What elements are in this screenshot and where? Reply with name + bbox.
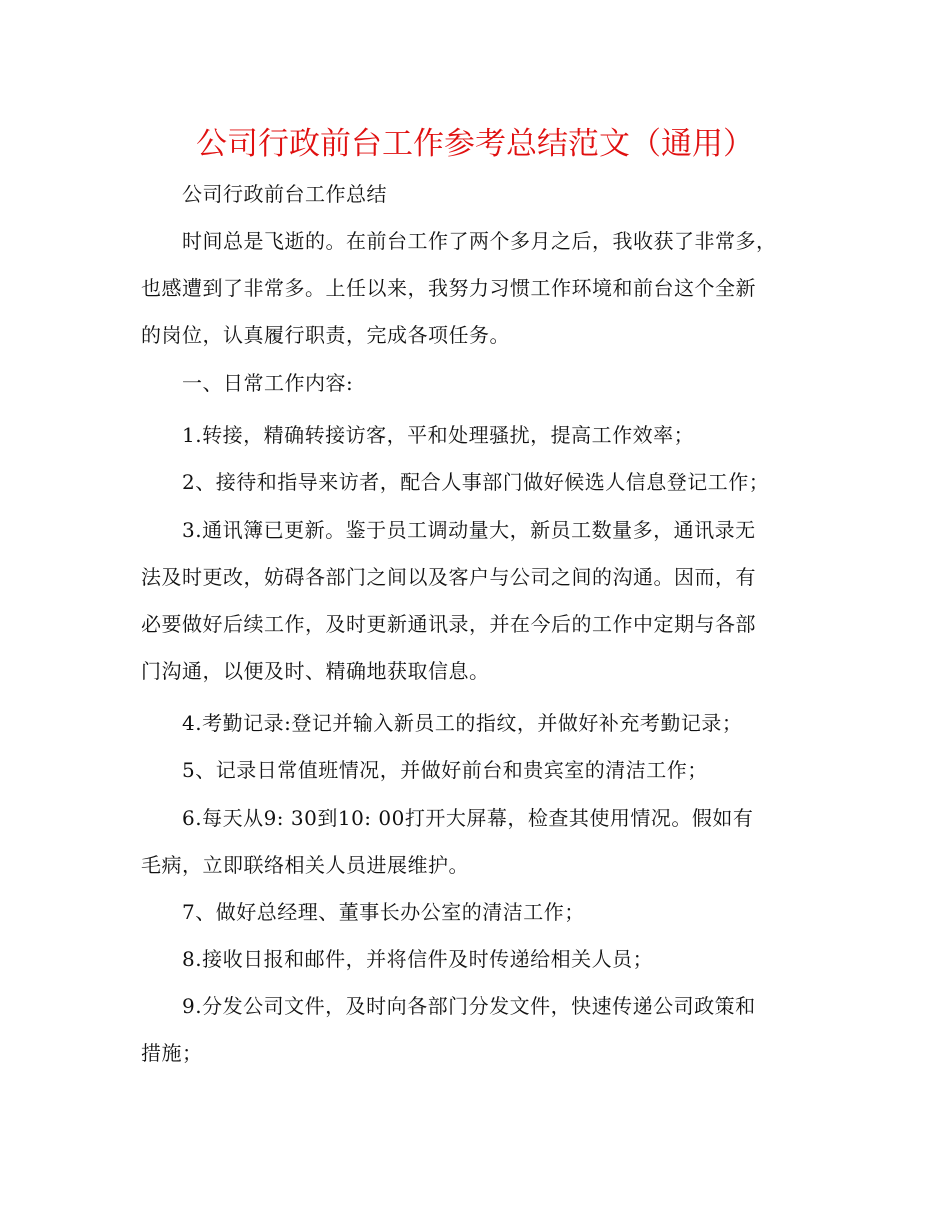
paragraph-line: 1.转接，精确转接访客，平和处理骚扰，提高工作效率； (182, 423, 695, 447)
paragraph-line: 措施； (141, 1041, 203, 1065)
paragraph-line: 公司行政前台工作总结 (182, 182, 387, 206)
paragraph-line: 2、接待和指导来访者，配合人事部门做好候选人信息登记工作； (182, 470, 770, 494)
paragraph-line: 6.每天从9: 30到10: 00打开大屏幕，检查其使用情况。假如有 (182, 806, 754, 830)
paragraph-line: 8.接收日报和邮件，并将信件及时传递给相关人员； (182, 947, 654, 971)
paragraph-line: 9.分发公司文件，及时向各部门分发文件，快速传递公司政策和 (182, 994, 756, 1018)
paragraph-line: 毛病，立即联络相关人员进展维护。 (141, 853, 469, 877)
paragraph-line: 5、记录日常值班情况，并做好前台和贵宾室的清洁工作； (182, 758, 708, 782)
paragraph-line: 法及时更改，妨碍各部门之间以及客户与公司之间的沟通。因而，有 (141, 565, 756, 589)
paragraph-line: 必要做好后续工作，及时更新通讯录，并在今后的工作中定期与各部 (141, 612, 756, 636)
paragraph-line: 门沟通，以便及时、精确地获取信息。 (141, 659, 490, 683)
paragraph-line: 3.通讯簿已更新。鉴于员工调动量大，新员工数量多，通讯录无 (182, 518, 756, 542)
paragraph-line: 一、日常工作内容: (182, 371, 354, 395)
paragraph-line: 7、做好总经理、董事长办公室的清洁工作； (182, 900, 585, 924)
paragraph-line: 的岗位，认真履行职责，完成各项任务。 (141, 323, 510, 347)
paragraph-line: 也感遭到了非常多。上任以来，我努力习惯工作环境和前台这个全新 (141, 276, 756, 300)
document-title: 公司行政前台工作参考总结范文（通用） (196, 126, 754, 162)
paragraph-line: 时间总是飞逝的。在前台工作了两个多月之后，我收获了非常多， (182, 229, 777, 253)
paragraph-line: 4.考勤记录:登记并输入新员工的指纹，并做好补充考勤记录； (182, 711, 743, 735)
